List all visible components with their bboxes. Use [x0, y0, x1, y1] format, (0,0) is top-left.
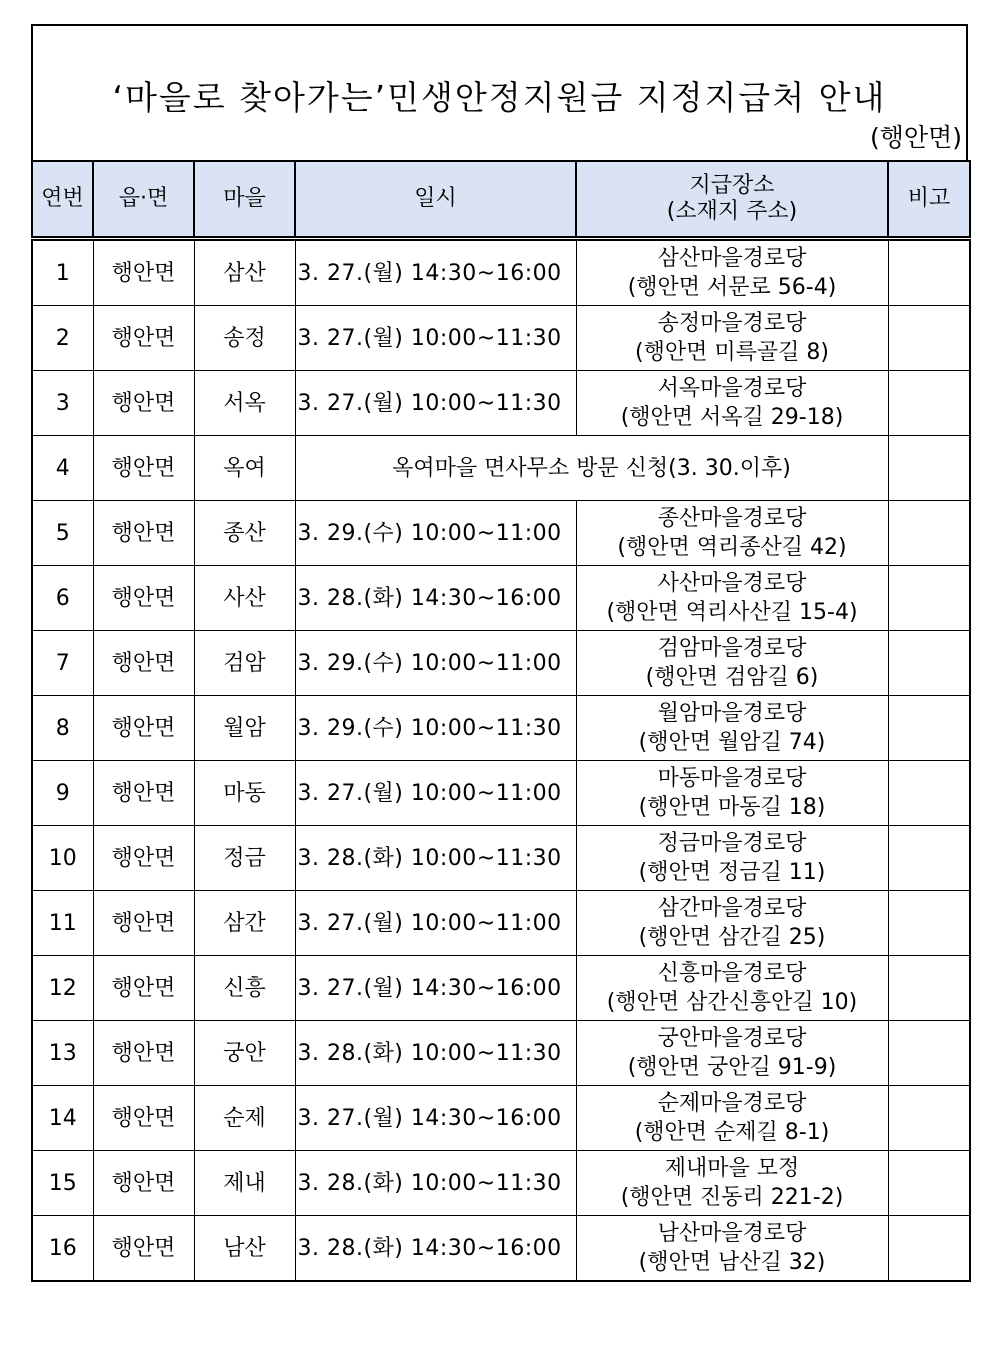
header-place-line2: (소재지 주소)	[666, 199, 798, 224]
table-row	[32, 631, 970, 696]
row-note	[888, 306, 970, 371]
row-town: 행안면	[93, 371, 194, 436]
row-town: 행안면	[93, 761, 194, 826]
row-datetime: 3. 27.(월) 14:30~16:00	[295, 956, 576, 1021]
row-no: 12	[32, 956, 93, 1021]
table-row	[32, 1021, 970, 1086]
table-row	[32, 371, 970, 436]
row-place-address: (행안면 궁안길 91-9)	[627, 1055, 837, 1080]
row-place-name: 궁안마을경로당	[657, 1026, 807, 1051]
row-place	[576, 1216, 888, 1282]
row-village: 제내	[194, 1151, 295, 1216]
row-village: 삼산	[194, 240, 295, 306]
row-place-name: 사산마을경로당	[657, 571, 807, 596]
row-note	[888, 566, 970, 631]
row-no: 10	[32, 826, 93, 891]
row-town: 행안면	[93, 826, 194, 891]
row-datetime: 3. 28.(화) 10:00~11:30	[295, 1151, 576, 1216]
row-village: 종산	[194, 501, 295, 566]
table-row	[32, 956, 970, 1021]
row-place	[576, 826, 888, 891]
row-place-address: (행안면 삼간신흥안길 10)	[606, 990, 858, 1015]
row-datetime: 3. 27.(월) 14:30~16:00	[295, 240, 576, 306]
row-note	[888, 1021, 970, 1086]
row-village: 신흥	[194, 956, 295, 1021]
row-place	[576, 1151, 888, 1216]
row-village: 궁안	[194, 1021, 295, 1086]
header-datetime: 일시	[295, 161, 576, 237]
table-row	[32, 436, 970, 501]
row-merged-note: 옥여마을 면사무소 방문 신청(3. 30.이후)	[295, 436, 888, 501]
row-place	[576, 1021, 888, 1086]
row-note	[888, 1086, 970, 1151]
row-village: 정금	[194, 826, 295, 891]
row-town: 행안면	[93, 696, 194, 761]
row-place	[576, 631, 888, 696]
row-town: 행안면	[93, 631, 194, 696]
row-note	[888, 501, 970, 566]
row-place-name: 송정마을경로당	[657, 311, 807, 336]
row-no: 5	[32, 501, 93, 566]
header-note: 비고	[888, 161, 970, 237]
row-no: 16	[32, 1216, 93, 1282]
row-note	[888, 1151, 970, 1216]
row-place-address: (행안면 순제길 8-1)	[634, 1120, 830, 1145]
row-place	[576, 566, 888, 631]
row-no: 1	[32, 240, 93, 306]
row-place-address: (행안면 남산길 32)	[638, 1250, 826, 1275]
row-town: 행안면	[93, 306, 194, 371]
row-datetime: 3. 29.(수) 10:00~11:30	[295, 696, 576, 761]
row-note	[888, 826, 970, 891]
row-town: 행안면	[93, 436, 194, 501]
row-place-address: (행안면 서옥길 29-18)	[620, 405, 844, 430]
row-place	[576, 696, 888, 761]
row-place	[576, 1086, 888, 1151]
row-place-address: (행안면 삼간길 25)	[638, 925, 826, 950]
row-town: 행안면	[93, 566, 194, 631]
row-no: 2	[32, 306, 93, 371]
row-place-address: (행안면 정금길 11)	[638, 860, 826, 885]
row-village: 마동	[194, 761, 295, 826]
row-village: 사산	[194, 566, 295, 631]
row-no: 11	[32, 891, 93, 956]
row-place	[576, 240, 888, 306]
row-datetime: 3. 28.(화) 14:30~16:00	[295, 1216, 576, 1282]
row-place-address: (행안면 역리종산길 42)	[617, 535, 847, 560]
row-place-name: 순제마을경로당	[657, 1091, 807, 1116]
row-no: 15	[32, 1151, 93, 1216]
row-no: 9	[32, 761, 93, 826]
row-datetime: 3. 28.(화) 14:30~16:00	[295, 566, 576, 631]
row-village: 남산	[194, 1216, 295, 1282]
table-row	[32, 1151, 970, 1216]
schedule-table	[31, 239, 971, 1282]
row-town: 행안면	[93, 956, 194, 1021]
row-town: 행안면	[93, 1216, 194, 1282]
row-place-name: 제내마을 모정	[664, 1156, 800, 1181]
row-note	[888, 371, 970, 436]
row-place-name: 신흥마을경로당	[657, 961, 807, 986]
table-row	[32, 240, 970, 306]
table-row	[32, 1086, 970, 1151]
row-village: 옥여	[194, 436, 295, 501]
row-place	[576, 371, 888, 436]
row-no: 13	[32, 1021, 93, 1086]
row-datetime: 3. 27.(월) 14:30~16:00	[295, 1086, 576, 1151]
table-header	[31, 160, 971, 238]
row-village: 순제	[194, 1086, 295, 1151]
row-note	[888, 761, 970, 826]
row-town: 행안면	[93, 1086, 194, 1151]
table-row	[32, 696, 970, 761]
row-village: 월암	[194, 696, 295, 761]
row-note	[888, 436, 970, 501]
row-datetime: 3. 27.(월) 10:00~11:30	[295, 371, 576, 436]
row-place	[576, 501, 888, 566]
row-village: 서옥	[194, 371, 295, 436]
row-note	[888, 240, 970, 306]
row-town: 행안면	[93, 501, 194, 566]
row-datetime: 3. 29.(수) 10:00~11:00	[295, 631, 576, 696]
row-no: 6	[32, 566, 93, 631]
row-note	[888, 696, 970, 761]
header-no: 연번	[32, 161, 93, 237]
row-datetime: 3. 28.(화) 10:00~11:30	[295, 1021, 576, 1086]
table-row	[32, 566, 970, 631]
row-town: 행안면	[93, 240, 194, 306]
row-no: 8	[32, 696, 93, 761]
row-place-name: 삼산마을경로당	[657, 246, 807, 271]
row-town: 행안면	[93, 891, 194, 956]
row-note	[888, 1216, 970, 1282]
row-village: 삼간	[194, 891, 295, 956]
row-note	[888, 631, 970, 696]
row-datetime: 3. 27.(월) 10:00~11:30	[295, 306, 576, 371]
row-no: 3	[32, 371, 93, 436]
row-place-address: (행안면 진동리 221-2)	[620, 1185, 844, 1210]
row-place-name: 종산마을경로당	[657, 506, 807, 531]
table-row	[32, 826, 970, 891]
row-town: 행안면	[93, 1021, 194, 1086]
table-row	[32, 501, 970, 566]
row-datetime: 3. 28.(화) 10:00~11:30	[295, 826, 576, 891]
row-place-name: 정금마을경로당	[657, 831, 807, 856]
row-place-address: (행안면 역리사산길 15-4)	[606, 600, 858, 625]
row-place-name: 서옥마을경로당	[657, 376, 807, 401]
row-datetime: 3. 27.(월) 10:00~11:00	[295, 891, 576, 956]
row-no: 7	[32, 631, 93, 696]
row-place-address: (행안면 검암길 6)	[645, 665, 819, 690]
row-place-name: 월암마을경로당	[657, 701, 807, 726]
table-row	[32, 1216, 970, 1282]
row-place-name: 삼간마을경로당	[657, 896, 807, 921]
row-no: 14	[32, 1086, 93, 1151]
row-place-address: (행안면 미륵골길 8)	[635, 340, 829, 365]
row-no: 4	[32, 436, 93, 501]
row-datetime: 3. 27.(월) 10:00~11:00	[295, 761, 576, 826]
table-row	[32, 891, 970, 956]
row-place	[576, 761, 888, 826]
row-place	[576, 306, 888, 371]
row-place-address: (행안면 월암길 74)	[638, 730, 826, 755]
row-place-name: 남산마을경로당	[657, 1221, 807, 1246]
row-place-address: (행안면 마동길 18)	[638, 795, 826, 820]
title-box	[31, 24, 968, 160]
row-town: 행안면	[93, 1151, 194, 1216]
table-row	[32, 306, 970, 371]
header-place	[576, 161, 888, 237]
page-subtitle: (행안면)	[870, 123, 962, 152]
page-title: ‘마을로 찾아가는’민생안정지원금 지정지급처 안내	[112, 78, 887, 117]
row-place-address: (행안면 서문로 56-4)	[627, 275, 837, 300]
row-place-name: 검암마을경로당	[657, 636, 807, 661]
row-village: 검암	[194, 631, 295, 696]
row-note	[888, 891, 970, 956]
row-place	[576, 956, 888, 1021]
row-village: 송정	[194, 306, 295, 371]
header-place-line1: 지급장소	[689, 173, 775, 198]
table-row	[32, 761, 970, 826]
header-village: 마을	[194, 161, 295, 237]
row-place-name: 마동마을경로당	[657, 766, 807, 791]
header-town: 읍·면	[93, 161, 194, 237]
row-datetime: 3. 29.(수) 10:00~11:00	[295, 501, 576, 566]
row-place	[576, 891, 888, 956]
row-note	[888, 956, 970, 1021]
